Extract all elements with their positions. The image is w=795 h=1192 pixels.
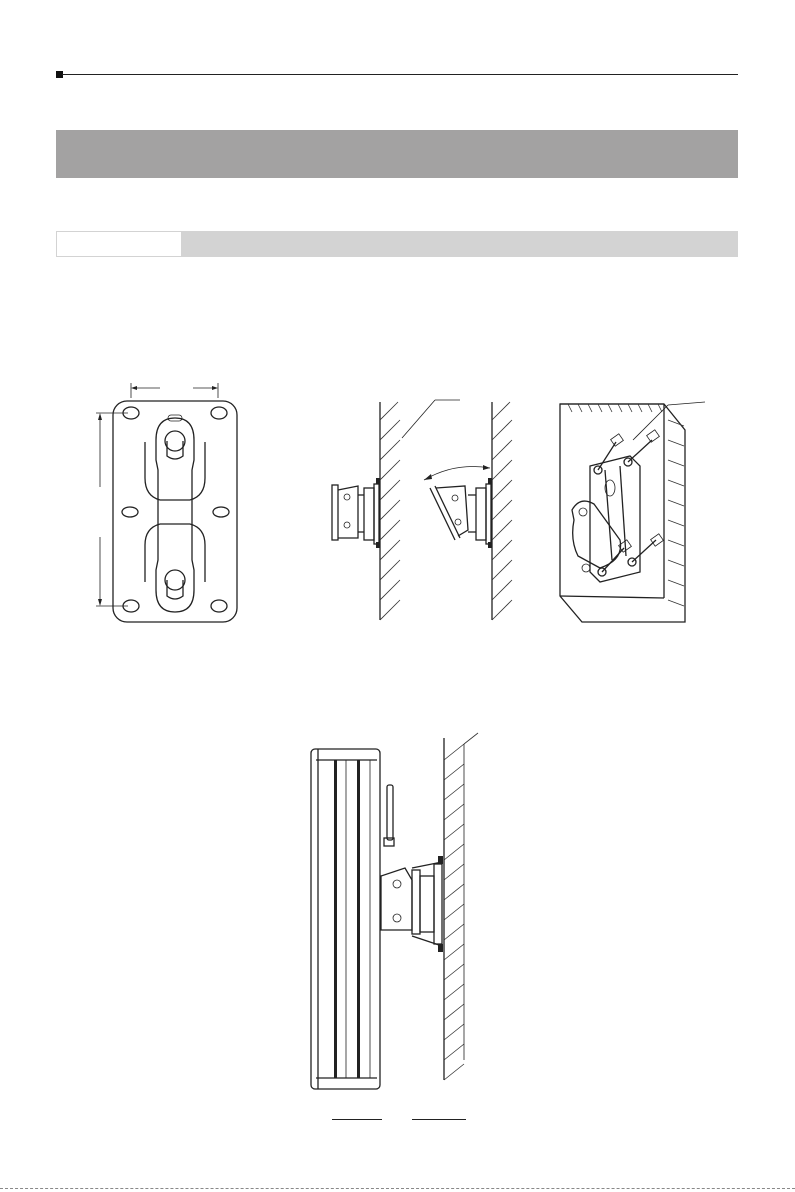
section-heading-tab: [57, 232, 181, 256]
header-rule: [62, 74, 738, 75]
chapter-title-bar: [56, 130, 738, 178]
caption-left: [332, 1105, 382, 1120]
page-bottom-line: [0, 1188, 795, 1189]
caption-right: [412, 1105, 466, 1120]
